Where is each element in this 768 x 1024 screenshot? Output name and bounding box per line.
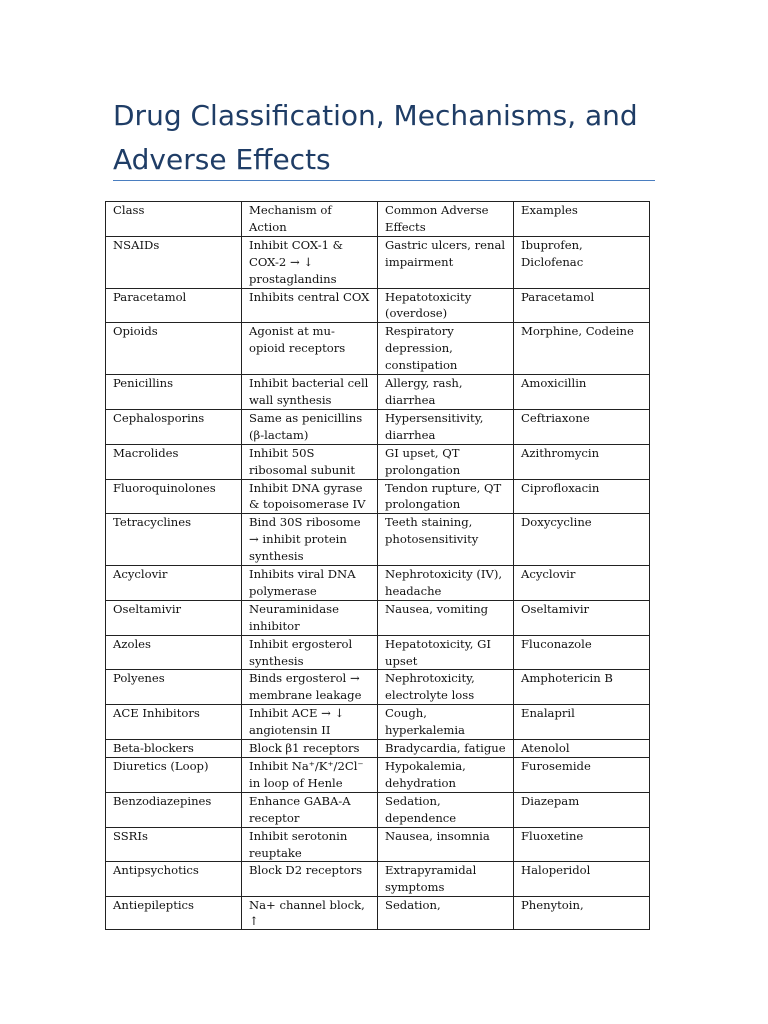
table-row	[106, 705, 650, 740]
drug-table	[105, 201, 650, 930]
cell-class: NSAIDs	[106, 236, 242, 288]
cell-examples: Ibuprofen, Diclofenac	[514, 236, 650, 288]
cell-adverse-effects: Tendon rupture, QT prolongation	[378, 479, 514, 514]
table-row	[106, 827, 650, 862]
table-row	[106, 758, 650, 793]
table-row	[106, 375, 650, 410]
cell-class: Antiepileptics	[106, 897, 242, 930]
header-class: Class	[106, 202, 242, 237]
cell-examples: Fluconazole	[514, 635, 650, 670]
cell-mechanism: Enhance GABA-A receptor	[242, 792, 378, 827]
cell-adverse-effects: Extrapyramidal symptoms	[378, 862, 514, 897]
cell-class: Macrolides	[106, 444, 242, 479]
table-row	[106, 600, 650, 635]
table-row	[106, 323, 650, 375]
cell-class: Tetracyclines	[106, 514, 242, 566]
cell-class: Polyenes	[106, 670, 242, 705]
cell-adverse-effects: Sedation, dependence	[378, 792, 514, 827]
cell-adverse-effects: Hepatotoxicity (overdose)	[378, 288, 514, 323]
cell-adverse-effects: Nausea, vomiting	[378, 600, 514, 635]
cell-class: Penicillins	[106, 375, 242, 410]
cell-class: ACE Inhibitors	[106, 705, 242, 740]
cell-class: Antipsychotics	[106, 862, 242, 897]
cell-mechanism: Inhibits central COX	[242, 288, 378, 323]
table-row	[106, 288, 650, 323]
cell-class: Diuretics (Loop)	[106, 758, 242, 793]
cell-examples: Amoxicillin	[514, 375, 650, 410]
cell-adverse-effects: Gastric ulcers, renal impairment	[378, 236, 514, 288]
cell-mechanism: Inhibit bacterial cell wall synthesis	[242, 375, 378, 410]
table-row	[106, 740, 650, 758]
cell-mechanism: Bind 30S ribosome → inhibit protein synthesis	[242, 514, 378, 566]
cell-class: SSRIs	[106, 827, 242, 862]
cell-examples: Haloperidol	[514, 862, 650, 897]
table-row	[106, 897, 650, 930]
cell-class: Fluoroquinolones	[106, 479, 242, 514]
cell-mechanism: Inhibit 50S ribosomal subunit	[242, 444, 378, 479]
cell-adverse-effects: Sedation,	[378, 897, 514, 930]
cell-mechanism: Same as penicillins (β-lactam)	[242, 409, 378, 444]
table-row	[106, 792, 650, 827]
cell-adverse-effects: Nausea, insomnia	[378, 827, 514, 862]
cell-mechanism: Inhibit ACE → ↓ angiotensin II	[242, 705, 378, 740]
cell-class: Benzodiazepines	[106, 792, 242, 827]
cell-class: Oseltamivir	[106, 600, 242, 635]
cell-examples: Morphine, Codeine	[514, 323, 650, 375]
cell-adverse-effects: Hepatotoxicity, GI upset	[378, 635, 514, 670]
cell-mechanism: Na+ channel block, ↑	[242, 897, 378, 930]
cell-examples: Oseltamivir	[514, 600, 650, 635]
cell-mechanism: Inhibit serotonin reuptake	[242, 827, 378, 862]
table-header-row	[106, 202, 650, 237]
cell-adverse-effects: Allergy, rash, diarrhea	[378, 375, 514, 410]
cell-examples: Acyclovir	[514, 566, 650, 601]
cell-class: Opioids	[106, 323, 242, 375]
cell-mechanism: Binds ergosterol → membrane leakage	[242, 670, 378, 705]
table-row	[106, 514, 650, 566]
title-divider	[113, 180, 655, 181]
cell-adverse-effects: Bradycardia, fatigue	[378, 740, 514, 758]
cell-mechanism: Agonist at mu-opioid receptors	[242, 323, 378, 375]
cell-class: Azoles	[106, 635, 242, 670]
cell-examples: Furosemide	[514, 758, 650, 793]
cell-mechanism: Inhibit COX-1 & COX-2 → ↓ prostaglandins	[242, 236, 378, 288]
header-adverse-effects: Common Adverse Effects	[378, 202, 514, 237]
cell-examples: Fluoxetine	[514, 827, 650, 862]
cell-examples: Ciprofloxacin	[514, 479, 650, 514]
cell-adverse-effects: GI upset, QT prolongation	[378, 444, 514, 479]
document-title: Drug Classification, Mechanisms, and Adverse Effects	[113, 99, 638, 176]
table-row	[106, 635, 650, 670]
cell-examples: Ceftriaxone	[514, 409, 650, 444]
cell-mechanism: Inhibit DNA gyrase & topoisomerase IV	[242, 479, 378, 514]
cell-class: Beta-blockers	[106, 740, 242, 758]
cell-examples: Doxycycline	[514, 514, 650, 566]
cell-adverse-effects: Nephrotoxicity (IV), headache	[378, 566, 514, 601]
cell-examples: Phenytoin,	[514, 897, 650, 930]
cell-adverse-effects: Nephrotoxicity, electrolyte loss	[378, 670, 514, 705]
cell-examples: Azithromycin	[514, 444, 650, 479]
table-row	[106, 479, 650, 514]
header-mechanism: Mechanism of Action	[242, 202, 378, 237]
cell-adverse-effects: Hypokalemia, dehydration	[378, 758, 514, 793]
cell-examples: Amphotericin B	[514, 670, 650, 705]
cell-examples: Diazepam	[514, 792, 650, 827]
header-examples: Examples	[514, 202, 650, 237]
table-row	[106, 862, 650, 897]
cell-examples: Atenolol	[514, 740, 650, 758]
cell-class: Cephalosporins	[106, 409, 242, 444]
cell-adverse-effects: Cough, hyperkalemia	[378, 705, 514, 740]
cell-mechanism: Neuraminidase inhibitor	[242, 600, 378, 635]
cell-mechanism: Inhibit ergosterol synthesis	[242, 635, 378, 670]
cell-mechanism: Block β1 receptors	[242, 740, 378, 758]
cell-mechanism: Block D2 receptors	[242, 862, 378, 897]
cell-adverse-effects: Respiratory depression, constipation	[378, 323, 514, 375]
cell-class: Acyclovir	[106, 566, 242, 601]
cell-mechanism: Inhibit Na⁺/K⁺/2Cl⁻ in loop of Henle	[242, 758, 378, 793]
cell-examples: Paracetamol	[514, 288, 650, 323]
cell-mechanism: Inhibits viral DNA polymerase	[242, 566, 378, 601]
table-row	[106, 409, 650, 444]
table-row	[106, 236, 650, 288]
table-row	[106, 670, 650, 705]
cell-examples: Enalapril	[514, 705, 650, 740]
table-row	[106, 444, 650, 479]
table-row	[106, 566, 650, 601]
cell-adverse-effects: Teeth staining, photosensitivity	[378, 514, 514, 566]
cell-class: Paracetamol	[106, 288, 242, 323]
cell-adverse-effects: Hypersensitivity, diarrhea	[378, 409, 514, 444]
